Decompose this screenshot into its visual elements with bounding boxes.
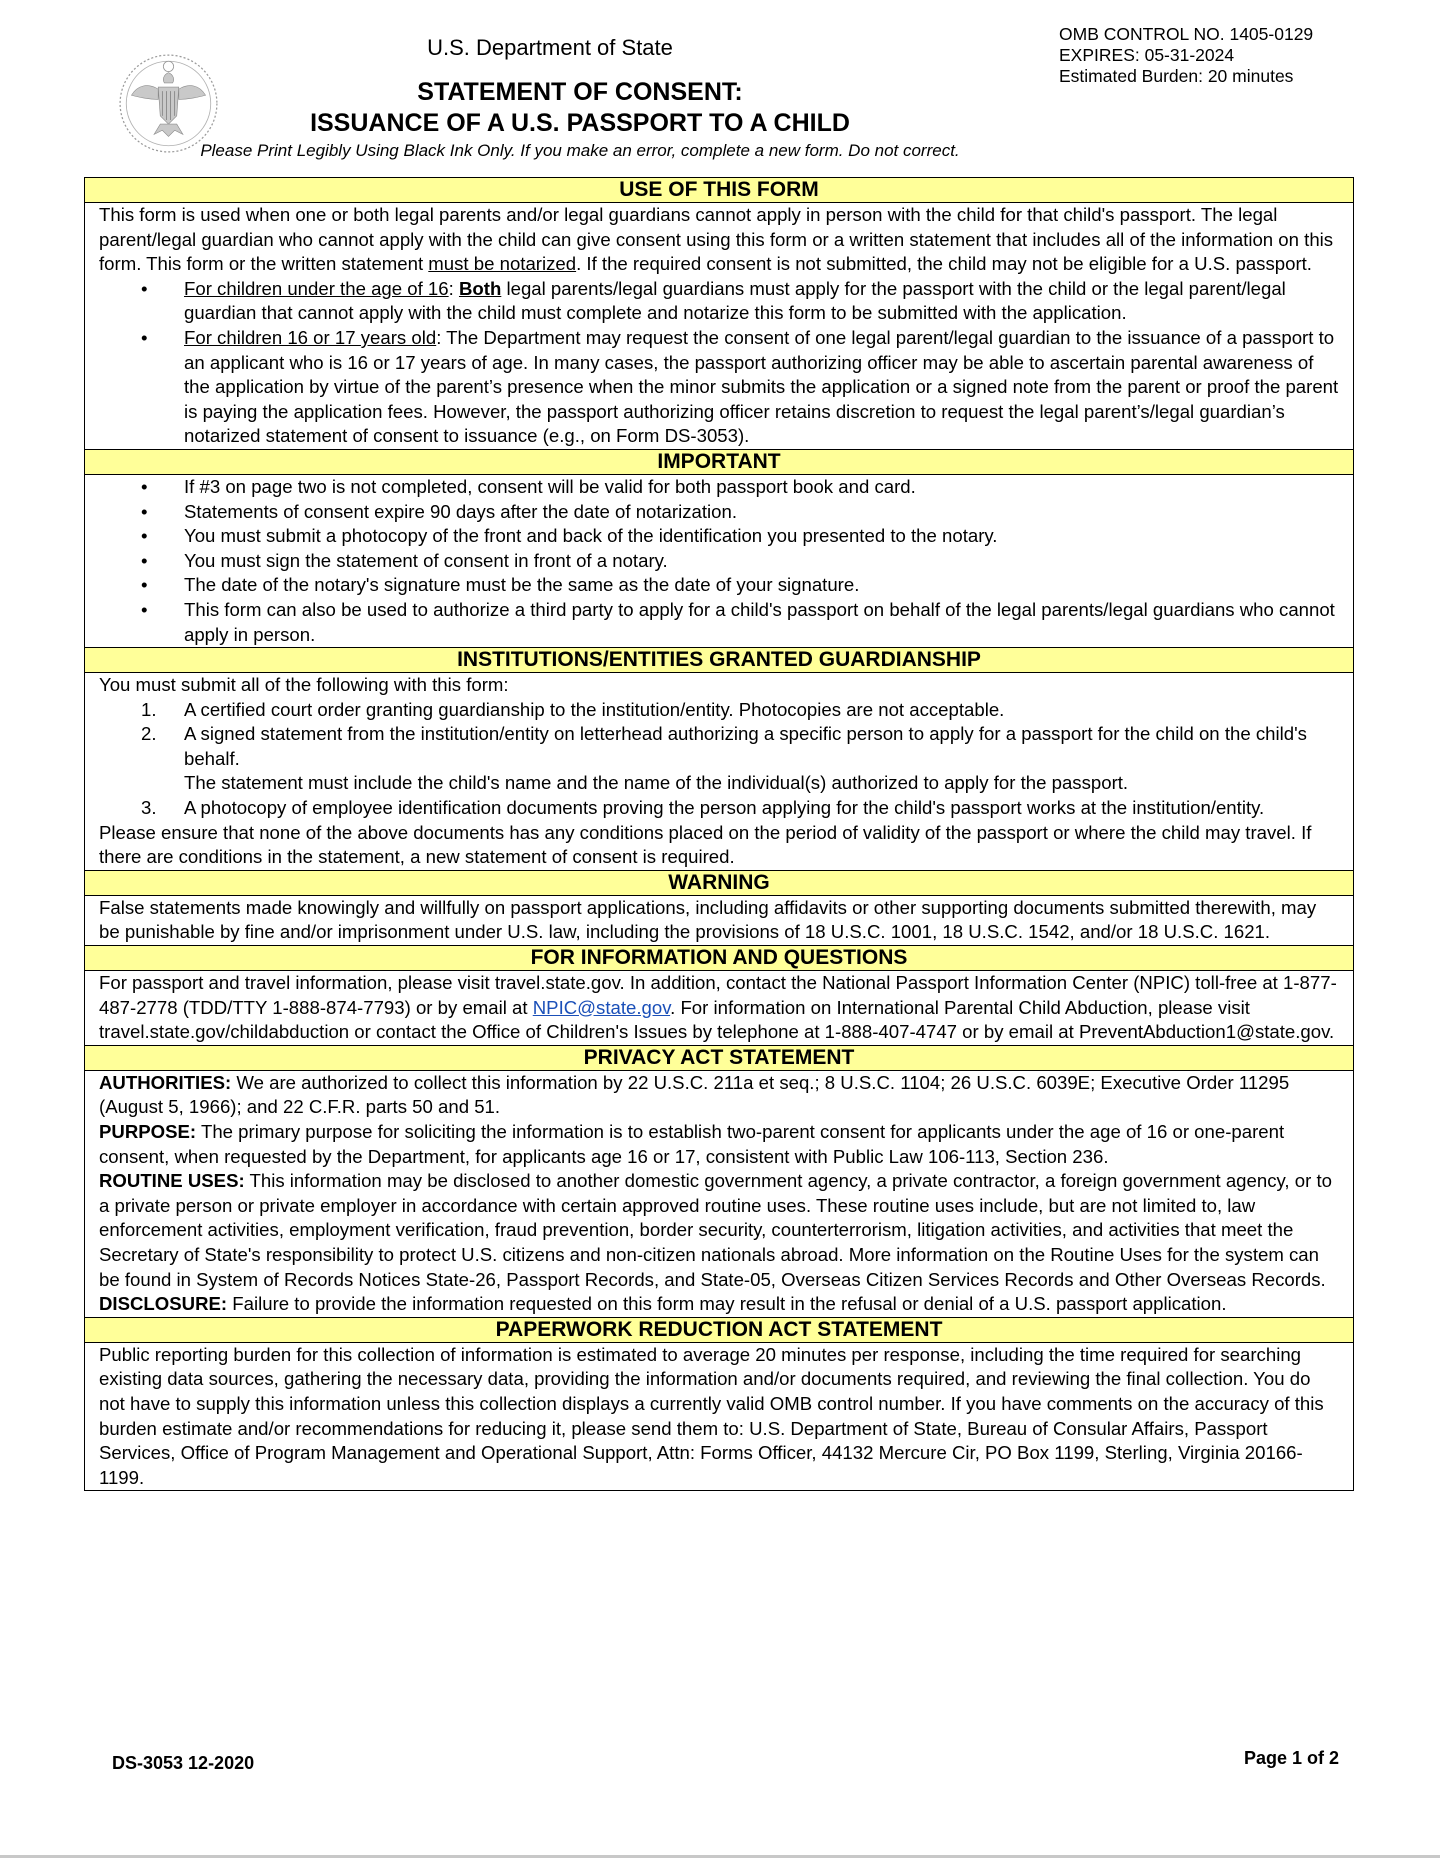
section-use-of-form	[85, 203, 1353, 449]
list-item	[99, 524, 1341, 549]
omb-info	[1059, 24, 1313, 87]
list-item	[99, 698, 1341, 723]
section-heading-privacy: PRIVACY ACT STATEMENT	[85, 1045, 1353, 1071]
institutions-item-note: The statement must include the child's name and the name of the individual(s) authorized to apply for the passport.	[184, 772, 1129, 794]
institutions-list-continued	[99, 796, 1341, 821]
authorities-text: We are authorized to collect this information by 22 U.S.C. 211a et seq.; 8 U.S.C. 1104; 26 U.S.C. 6039E; Executive Order 11295 (August 5, 1966); and 22 C.F.R. parts 50 and 51.	[99, 1071, 1290, 1118]
important-item-text: Statements of consent expire 90 days after the date of notarization.	[184, 500, 737, 522]
section-privacy	[85, 1071, 1353, 1317]
purpose-label: PURPOSE:	[99, 1121, 197, 1142]
warning-text: False statements made knowingly and willfully on passport applications, including affidavits or other supporting documents submitted therewith, may be punishable by fine and/or imprisonment under U.S. law, including the provisions of 18 U.S.C. 1001, 18 U.S.C. 1542, and/or 18 U.S.C. 1621.	[99, 896, 1317, 943]
bullet-icon: •	[141, 326, 148, 348]
use-of-form-intro	[99, 203, 1341, 277]
information-text-start: For passport and travel information, please visit travel.state.gov. In addition, contact the National Passport Information Center (NPIC) toll-free at 1-877-487-2778 (TDD/TTY 1-888-874-7793) or by email at	[99, 972, 1337, 1018]
both-emphasis: Both	[458, 277, 502, 299]
routine-uses-label: ROUTINE USES:	[99, 1170, 245, 1192]
information-text-end: . For information on International Parental Child Abduction, please visit travel.state.gov/childabduction or contact the Office of Children's Issues by telephone at 1-888-407-4747 or by email at PreventAbduction1@state.gov.	[99, 996, 1335, 1043]
information-text	[99, 971, 1341, 1045]
privacy-disclosure	[99, 1292, 1341, 1317]
purpose-text: The primary purpose for soliciting the information is to establish two-parent consent for applicants under the age of 16 or one-parent consent, when requested by the Department, for applicants age 16 or 17, consistent with Public Law 106-113, Section 236.	[99, 1121, 1285, 1167]
bullet-icon: •	[141, 525, 148, 547]
intro-text: This form is used when one or both legal parents and/or legal guardians cannot apply in person with the child for that child's passport. The legal parent/legal guardian who cannot apply with the child can give consent using this form or a written statement that includes all of the information on this form. This form or the written statement	[99, 204, 1334, 275]
form-id: DS-3053 12-2020	[112, 1753, 255, 1773]
list-item	[99, 796, 1341, 821]
privacy-authorities	[99, 1071, 1341, 1120]
important-item-text: This form can also be used to authorize a third party to apply for a child's passport on behalf of the legal parents/legal guardians who cannot apply in person.	[184, 598, 1335, 645]
item-number: 2.	[141, 723, 157, 745]
colon: :	[448, 277, 459, 299]
form-body	[84, 177, 1354, 1491]
age-16-17-text: : The Department may request the consent of one legal parent/legal guardian to the issuance of a passport to an applicant who is 16 or 17 years of age. In many cases, the passport authorizing officer may be able to ascertain parental awareness of the application by virtue of the parent’s presence when the minor submits the application or a signed note from the parent or proof the parent is paying the application fees. However, the passport authorizing officer retains discretion to request the legal parent’s/legal guardian’s notarized statement of consent to issuance (e.g., on Form DS-3053).	[184, 326, 1339, 447]
bullet-icon: •	[141, 549, 148, 571]
department-name: U.S. Department of State	[427, 35, 673, 60]
section-heading-institutions: INSTITUTIONS/ENTITIES GRANTED GUARDIANSHIP	[85, 647, 1353, 673]
page-number: Page 1 of 2	[1244, 1748, 1340, 1768]
intro-text-end: . If the required consent is not submitted, the child may not be eligible for a U.S. passport.	[576, 253, 1312, 275]
notarized-emphasis: must be notarized	[428, 253, 577, 275]
under-16-label: For children under the age of 16	[184, 277, 449, 299]
list-item	[99, 598, 1341, 647]
important-item-text: The date of the notary's signature must be the same as the date of your signature.	[184, 574, 860, 596]
list-item	[99, 277, 1341, 326]
important-item-text: If #3 on page two is not completed, consent will be valid for both passport book and card.	[184, 475, 916, 497]
institutions-item-text: A signed statement from the institution/entity on letterhead authorizing a specific person to apply for a passport for the child on the child's behalf.	[184, 723, 1307, 769]
paperwork-text: Public reporting burden for this collection of information is estimated to average 20 minutes per response, including the time required for searching existing data sources, gathering the necessary data, providing the information and/or documents required, and reviewing the final collection. You do not have to supply this information unless this collection displays a currently valid OMB control number. If you have comments on the accuracy of this burden estimate and/or recommendations for reducing it, please send them to: U.S. Department of State, Bureau of Consular Affairs, Passport Services, Office of Program Management and Operational Support, Attn: Forms Officer, 44132 Mercure Cir, PO Box 1199, Sterling, Virginia 20166-1199.	[99, 1343, 1324, 1488]
npic-email-link[interactable]: NPIC@state.gov	[532, 996, 671, 1018]
institutions-item-text: A photocopy of employee identification documents proving the person applying for the child's passport works at the institution/entity.	[184, 797, 1265, 819]
section-important	[85, 475, 1353, 647]
use-of-form-bullets	[99, 277, 1341, 449]
section-heading-important: IMPORTANT	[85, 449, 1353, 475]
institutions-list	[99, 698, 1341, 772]
disclosure-label: DISCLOSURE:	[99, 1293, 228, 1315]
section-information	[85, 971, 1353, 1045]
section-heading-use-of-form: USE OF THIS FORM	[85, 178, 1353, 203]
important-item-text: You must submit a photocopy of the front and back of the identification you presented to the notary.	[184, 525, 998, 547]
section-warning	[85, 896, 1353, 945]
page-divider	[0, 1855, 1440, 1858]
section-heading-paperwork: PAPERWORK REDUCTION ACT STATEMENT	[85, 1317, 1353, 1343]
list-item	[99, 573, 1341, 598]
institutions-intro: You must submit all of the following with this form:	[99, 674, 509, 696]
bullet-icon: •	[141, 475, 148, 497]
omb-control-number: OMB CONTROL NO. 1405-0129	[1059, 24, 1314, 44]
routine-uses-text: This information may be disclosed to another domestic government agency, a private contractor, a foreign government agency, or to a private person or private employer in accordance with certain approved routine uses. These routine uses include, but are not limited to, law enforcement activities, employment verification, fraud prevention, border security, counterterrorism, litigation activities, and activities that meet the Secretary of State's responsibility to protect U.S. citizens and non-citizen nationals abroad. More information on the Routine Uses for the system can be found in System of Records Notices State-26, Passport Records, and State-05, Overseas Citizen Services Records and Other Overseas Records.	[99, 1170, 1332, 1290]
section-paperwork	[85, 1343, 1353, 1491]
privacy-purpose	[99, 1120, 1341, 1169]
form-title-line-2: ISSUANCE OF A U.S. PASSPORT TO A CHILD	[310, 109, 850, 137]
under-16-text: legal parents/legal guardians must apply for the passport with the child or the legal parent/legal guardian that cannot apply with the child must complete and notarize this form to be submitted with the application.	[184, 277, 1286, 324]
section-heading-warning: WARNING	[85, 870, 1353, 896]
bullet-icon: •	[141, 574, 148, 596]
age-16-17-label: For children 16 or 17 years old	[184, 326, 437, 348]
estimated-burden: Estimated Burden: 20 minutes	[1059, 66, 1294, 86]
authorities-label: AUTHORITIES:	[99, 1071, 232, 1093]
institutions-closing: Please ensure that none of the above documents has any conditions placed on the period of validity of the passport or where the child may travel. If there are conditions in the statement, a new statement of consent is required.	[99, 821, 1312, 868]
privacy-routine-uses	[99, 1169, 1341, 1292]
section-institutions	[85, 673, 1353, 870]
disclosure-text: Failure to provide the information requested on this form may result in the refusal or denial of a U.S. passport application.	[227, 1293, 1227, 1315]
institutions-item-text: A certified court order granting guardianship to the institution/entity. Photocopies are not acceptable.	[184, 698, 1005, 720]
bullet-icon: •	[141, 598, 148, 620]
omb-expiration: EXPIRES: 05-31-2024	[1059, 45, 1235, 65]
list-item	[99, 549, 1341, 574]
item-number: 3.	[141, 797, 157, 819]
list-item	[99, 475, 1341, 500]
bullet-icon: •	[141, 500, 148, 522]
bullet-icon: •	[141, 277, 148, 299]
important-item-text: You must sign the statement of consent in front of a notary.	[184, 549, 668, 571]
section-heading-information: FOR INFORMATION AND QUESTIONS	[85, 945, 1353, 971]
print-instruction: Please Print Legibly Using Black Ink Only. If you make an error, complete a new form. Do not correct.	[200, 141, 960, 160]
list-item	[99, 722, 1341, 771]
list-item	[99, 500, 1341, 525]
item-number: 1.	[141, 698, 157, 720]
list-item	[99, 326, 1341, 449]
form-title-line-1: STATEMENT OF CONSENT:	[417, 78, 743, 106]
important-list	[99, 475, 1341, 647]
